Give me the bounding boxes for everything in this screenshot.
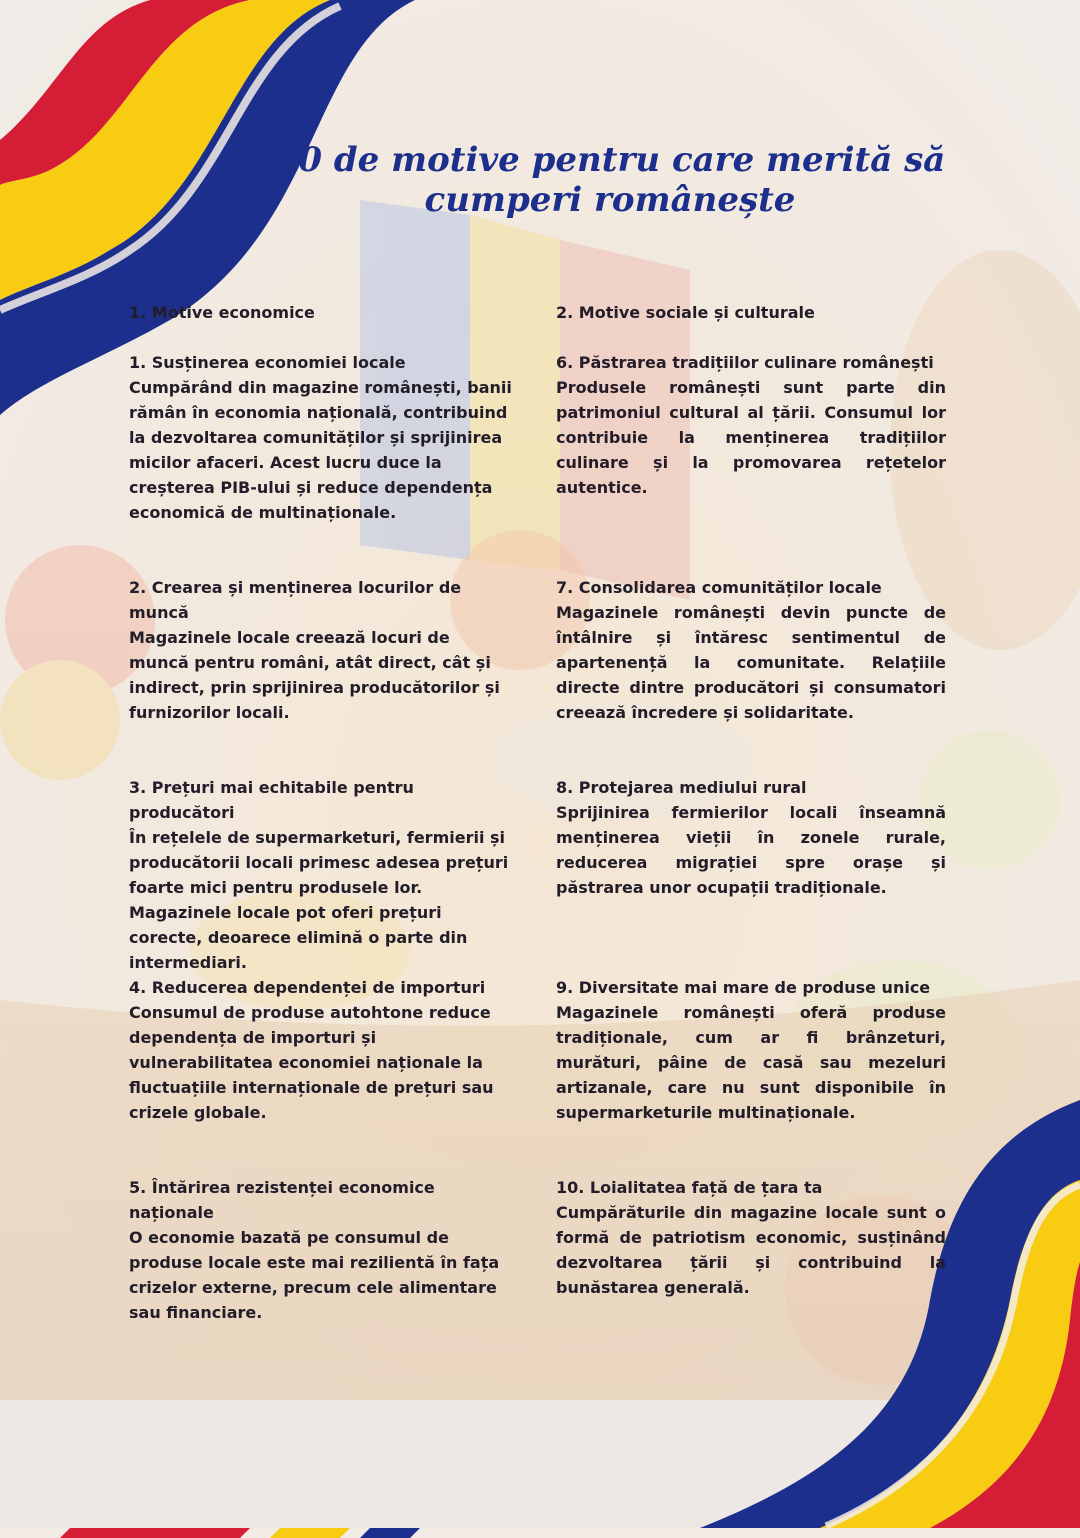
reason-title: 1. Susținerea economiei locale	[129, 353, 406, 372]
reason-8	[556, 775, 946, 900]
reason-6	[556, 350, 946, 500]
column-economic-reasons	[129, 300, 513, 1322]
reason-title: 7. Consolidarea comunităților locale	[556, 578, 882, 597]
page-title: 20 de motive pentru care merită să cumperi românește	[274, 140, 946, 220]
reason-5	[129, 1175, 513, 1325]
reason-3	[129, 775, 513, 975]
reason-title: 8. Protejarea mediului rural	[556, 778, 807, 797]
reason-1	[129, 350, 513, 525]
reason-9	[556, 975, 946, 1125]
reason-2	[129, 575, 513, 725]
reason-4	[129, 975, 513, 1125]
footer-color-strip	[0, 1528, 1080, 1538]
section-title-social: 2. Motive sociale și culturale	[556, 303, 815, 322]
reason-body: Cumpărăturile din magazine locale sunt o formă de patriotism economic, susținând dezvoltarea țării și contribuind la bunăstarea generală.	[556, 1203, 946, 1297]
section-title-economic: 1. Motive economice	[129, 303, 315, 322]
reason-10	[556, 1175, 946, 1300]
reason-body: Sprijinirea fermierilor locali înseamnă menținerea vieții în zonele rurale, reducerea migrației spre orașe și păstrarea unor ocupații tradiționale.	[556, 803, 946, 897]
reason-7	[556, 575, 946, 725]
reason-title: 5. Întărirea rezistenței economice naționale	[129, 1178, 435, 1222]
reason-body: Cumpărând din magazine românești, banii rămân în economia națională, contribuind la dezvoltarea comunităților și sprijinirea micilor afaceri. Acest lucru duce la creșterea PIB-ului și reduce dependența economică de multinaționale.	[129, 378, 512, 522]
reason-body: Magazinele românești oferă produse tradiționale, cum ar fi brânzeturi, murături, pâine de casă sau mezeluri artizanale, care nu sunt disponibile în supermarketurile multinaționale.	[556, 1003, 946, 1122]
reason-body: Magazinele românești devin puncte de întâlnire și întăresc sentimentul de apartenență la comunitate. Relațiile directe dintre producători și consumatori creează încredere și solidaritate.	[556, 603, 946, 722]
reason-body: O economie bazată pe consumul de produse locale este mai rezilientă în fața crizelor externe, precum cele alimentare sau financiare.	[129, 1228, 500, 1322]
reason-title: 2. Crearea și menținerea locurilor de muncă	[129, 578, 462, 622]
reason-title: 9. Diversitate mai mare de produse unice	[556, 978, 931, 997]
reason-title: 4. Reducerea dependenței de importuri	[129, 978, 486, 997]
reason-title: 10. Loialitatea față de țara ta	[556, 1178, 823, 1197]
reason-body: Produsele românești sunt parte din patrimoniul cultural al țării. Consumul lor contribuie la menținerea tradițiilor culinare și la promovarea rețetelor autentice.	[556, 378, 946, 497]
reason-body: În rețelele de supermarketuri, fermierii și producătorii locali primesc adesea prețuri foarte mici pentru produsele lor. Magazinele locale pot oferi prețuri corecte, deoarece elimină o parte din intermediari.	[129, 828, 509, 972]
reason-title: 3. Prețuri mai echitabile pentru producători	[129, 778, 414, 822]
reason-body: Consumul de produse autohtone reduce dependența de importuri și vulnerabilitatea economiei naționale la fluctuațiile internaționale de prețuri sau crizele globale.	[129, 1003, 494, 1122]
reason-body: Magazinele locale creează locuri de muncă pentru români, atât direct, cât și indirect, prin sprijinirea producătorilor și furnizorilor locali.	[129, 628, 500, 722]
reason-title: 6. Păstrarea tradițiilor culinare românești	[556, 353, 934, 372]
column-social-cultural-reasons	[556, 300, 946, 1297]
